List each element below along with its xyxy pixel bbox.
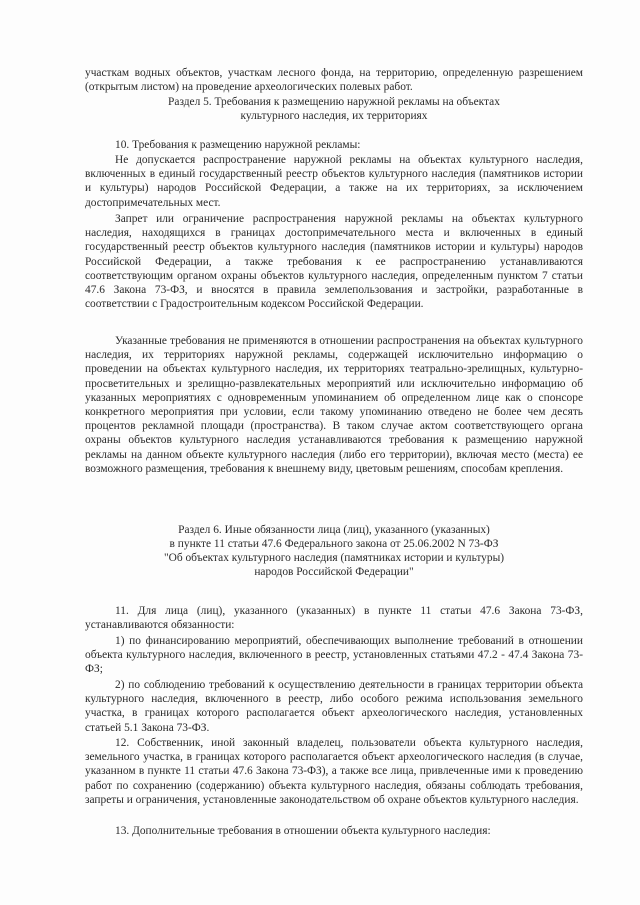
clause-10-paragraph-3: Указанные требования не применяются в отношении распространения на объектах культурного наследия, их территориях наружной рекламы, содержащей исключительно информацию о проведении на объектах культурного наследия, их территориях театрально-зрелищных, культурно-просветительных и зрелищно-развлекательных мероприятий или исключительно информацию об указанных мероприятиях с одновременным упоминанием об определенном лице как о спонсоре конкретного мероприятия при условии, если такому упоминанию отведено не более чем десять процентов рекламной площади (пространства). В таком случае актом соответствующего органа охраны объектов культурного наследия устанавливаются требования к размещению наружной рекламы на данном объекте культурного наследия (либо его территории), включая место (места) ее возможного размещения, требования к внешнему виду, цветовым решениям, способам крепления. <box>85 335 583 475</box>
top-continuation-paragraph: участкам водных объектов, участкам лесного фонда, на территорию, определенную разрешением (открытым листом) на проведение археологических полевых работ. <box>85 67 583 94</box>
clause-11-item-2: 2) по соблюдению требований к осуществлению деятельности в границах территории объекта культурного наследия, включенного в реестр, либо особого режима использования земельного участка, в границах которого располагается объект археологического наследия, установленных статьей 5.1 Закона 73-ФЗ. <box>85 679 583 734</box>
clause-10-paragraph-2: Запрет или ограничение распространения наружной рекламы на объектах культурного наследия, находящихся в границах достопримечательного места и включенных в единый государственный реестр объектов культурного наследия (памятников истории и культуры) народов Российской Федерации, а также требования к ее распространению устанавливаются соответствующим органом охраны объектов культурного наследия, определенным пунктом 7 статьи 47.6 Закона 73-ФЗ, и вносятся в правила землепользования и застройки, разработанные в соответствии с Градостроительным кодексом Российской Федерации. <box>85 213 583 311</box>
section-6-title-line-4: народов Российской Федерации" <box>254 566 414 578</box>
clause-10-heading: 10. Требования к размещению наружной рекламы: <box>115 139 361 151</box>
clause-11-item-1: 1) по финансированию мероприятий, обеспечивающих выполнение требований в отношении объекта культурного наследия, включенного в реестр, установленных статьями 47.2 - 47.4 Закона 73-ФЗ; <box>85 635 583 676</box>
clause-13-paragraph: 13. Дополнительные требования в отношении объекта культурного наследия: <box>115 825 491 837</box>
clause-12-paragraph: 12. Собственник, иной законный владелец, пользователи объекта культурного наследия, земельного участка, в границах которого располагается объект археологического наследия (в случае, указанном в пункте 11 статьи 47.6 Закона 73-ФЗ), а также все лица, привлеченные ими к проведению работ по сохранению (содержанию) объекта культурного наследия, обязаны соблюдать требования, запреты и ограничения, установленные законодательством об охране объектов культурного наследия. <box>85 737 583 806</box>
clause-11-paragraph: 11. Для лица (лиц), указанного (указанных) в пункте 11 статьи 47.6 Закона 73-ФЗ, устанавливаются обязанности: <box>85 605 583 632</box>
section-5-title-line-1: Раздел 5. Требования к размещению наружной рекламы на объектах <box>168 96 500 108</box>
section-5-title-line-2: культурного наследия, их территориях <box>240 110 428 122</box>
clause-10-paragraph-1: Не допускается распространение наружной рекламы на объектах культурного наследия, включенных в единый государственный реестр объектов культурного наследия (памятников истории и культуры) народов Российской Федерации, а также на их территориях, за исключением достопримечательных мест. <box>85 154 583 209</box>
section-6-title-line-1: Раздел 6. Иные обязанности лица (лиц), указанного (указанных) <box>178 524 490 536</box>
section-6-title-line-3: "Об объектах культурного наследия (памятниках истории и культуры) <box>163 552 505 564</box>
section-6-title-line-2: в пункте 11 статьи 47.6 Федерального закона от 25.06.2002 N 73-ФЗ <box>169 538 499 550</box>
